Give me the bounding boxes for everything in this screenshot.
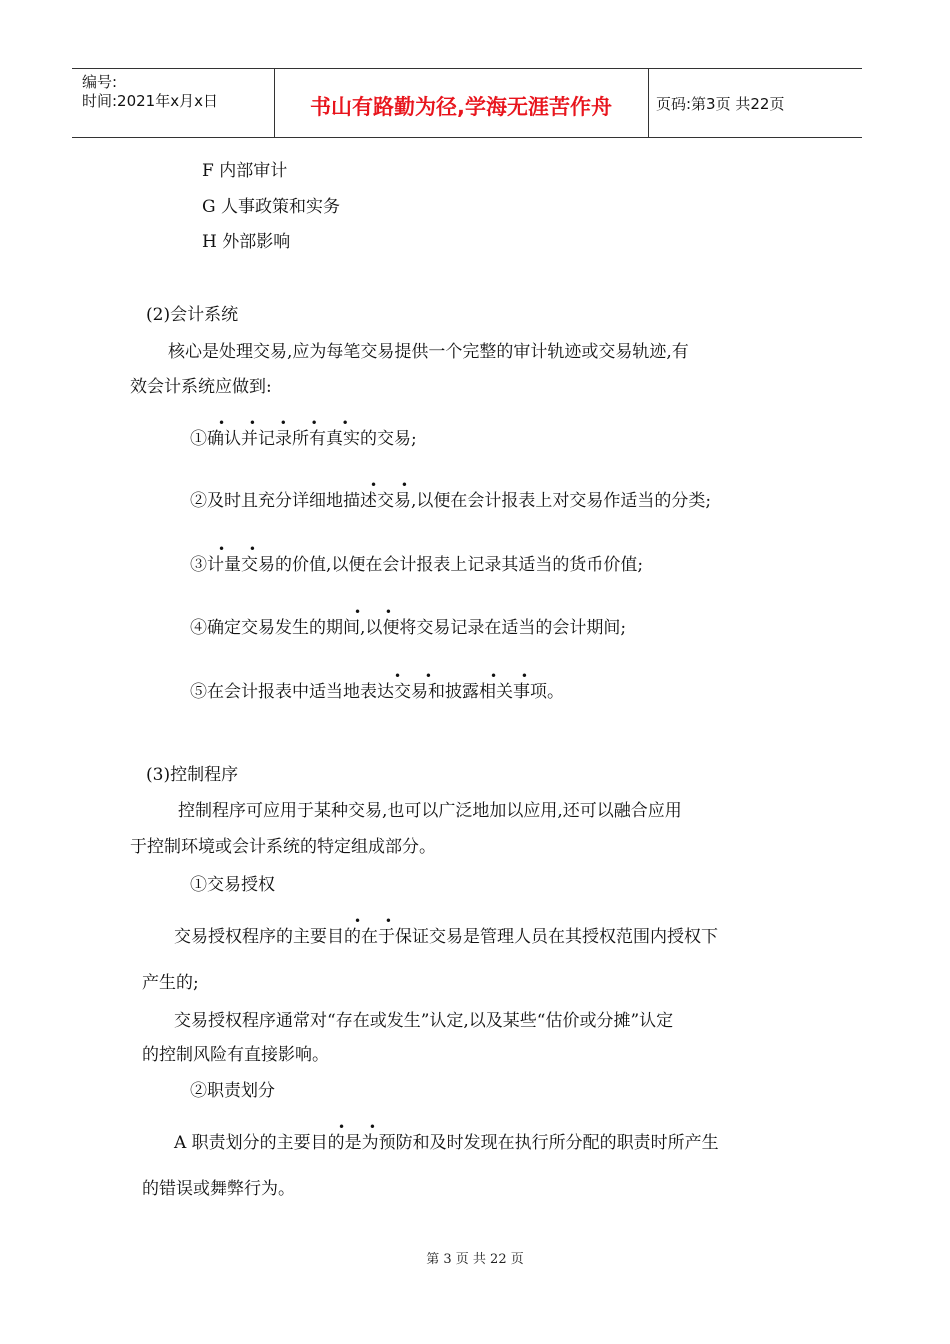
emphasis-dots: • • — [490, 669, 538, 683]
time-label: 时间:2021年x月x日 — [82, 92, 218, 110]
emphasis-dots: • • • • • — [218, 416, 359, 430]
subsection-title: ①交易授权 — [190, 875, 275, 895]
paragraph-line: 于控制环境或会计系统的特定组成部分。 — [130, 837, 436, 857]
header-table — [72, 68, 862, 138]
header-divider — [648, 69, 649, 137]
number-label: 编号: — [82, 73, 118, 91]
paragraph-line: 核心是处理交易,应为每笔交易提供一个完整的审计轨迹或交易轨迹,有 — [168, 342, 689, 362]
emphasis-dots: • • — [394, 669, 442, 683]
list-item: H 外部影响 — [202, 232, 291, 252]
list-item: F 内部审计 — [202, 161, 288, 181]
paragraph-line: 的错误或舞弊行为。 — [142, 1179, 295, 1199]
list-item: ④确定交易发生的期间,以便将交易记录在适当的会计期间; — [190, 618, 627, 638]
emphasis-dots: • • — [338, 1120, 386, 1134]
emphasis-dots: • • — [354, 605, 402, 619]
paragraph-line: 产生的; — [142, 973, 199, 993]
emphasis-dots: • • — [370, 478, 418, 492]
list-item: ③计量交易的价值,以便在会计报表上记录其适当的货币价值; — [190, 555, 644, 575]
section-heading: (3)控制程序 — [146, 765, 239, 785]
paragraph-line: 交易授权程序通常对“存在或发生”认定,以及某些“估价或分摊”认定 — [174, 1011, 674, 1031]
list-item: ⑤在会计报表中适当地表达交易和披露相关事项。 — [190, 682, 564, 702]
page-footer: 第 3 页 共 22 页 — [426, 1252, 524, 1267]
paragraph-line: 效会计系统应做到: — [130, 377, 272, 397]
section-heading: (2)会计系统 — [146, 305, 239, 325]
list-item: G 人事政策和实务 — [202, 197, 340, 217]
paragraph-line: A 职责划分的主要目的是为预防和及时发现在执行所分配的职责时所产生 — [174, 1133, 719, 1153]
paragraph-line: 控制程序可应用于某种交易,也可以广泛地加以应用,还可以融合应用 — [178, 801, 682, 821]
header-page-info: 页码:第3页 共22页 — [656, 95, 785, 113]
emphasis-dots: • • — [354, 914, 402, 928]
paragraph-line: 的控制风险有直接影响。 — [142, 1045, 329, 1065]
header-meta — [82, 73, 218, 111]
list-item: ②及时且充分详细地描述交易,以便在会计报表上对交易作适当的分类; — [190, 491, 712, 511]
paragraph-line: 交易授权程序的主要目的在于保证交易是管理人员在其授权范围内授权下 — [174, 927, 718, 947]
subsection-title: ②职责划分 — [190, 1081, 275, 1101]
list-item: ①确认并记录所有真实的交易; — [190, 429, 417, 449]
emphasis-dots: • • — [218, 542, 266, 556]
header-motto: 书山有路勤为径,学海无涯苦作舟 — [310, 95, 612, 119]
